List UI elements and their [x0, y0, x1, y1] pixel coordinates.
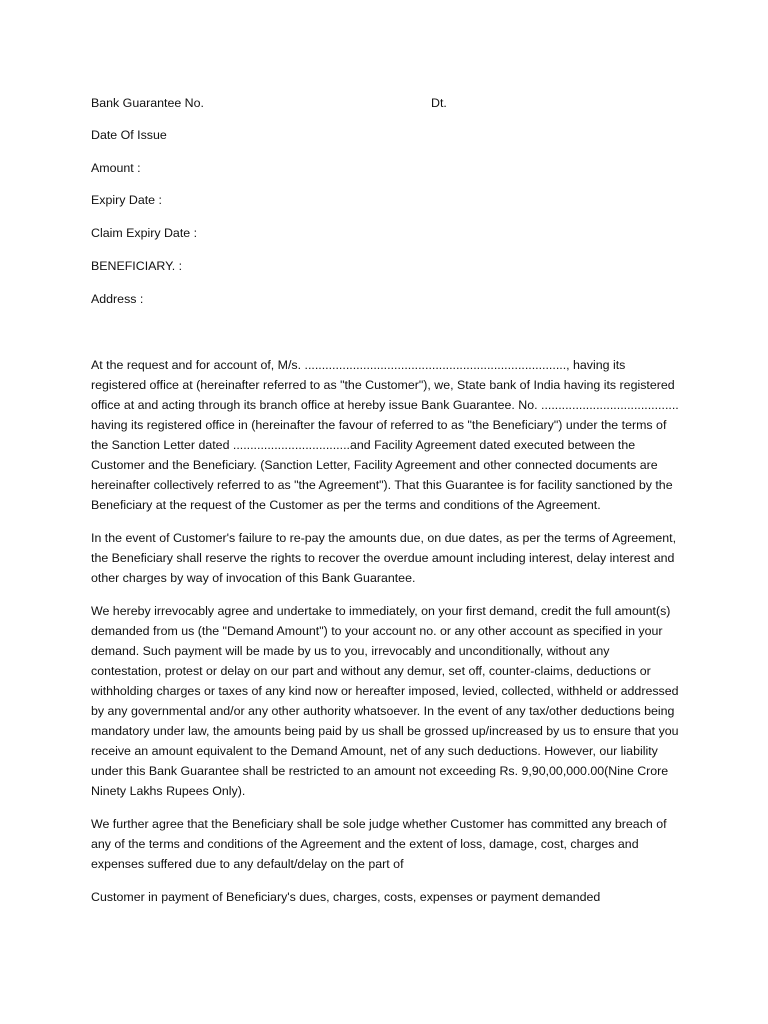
expiry-date-label: Expiry Date : [91, 193, 162, 207]
paragraph-request: At the request and for account of, M/s. ............................................................................, having its registered office at (hereinafter referred to as "the Customer"), we, State bank of India having its registered office at and acting through its branch office at hereby issue Bank Guarantee. No. ........................................ having its registered office in (hereinafter the favour of referred to as "the Beneficiary") under the terms of the Sanction Letter dated ..................................and Facility Agreement dated executed between the Customer and the Beneficiary. (Sanction Letter, Facility Agreement and other connected documents are hereinafter collectively referred to as "the Agreement"). That this Guarantee is for facility sanctioned by the Beneficiary at the request of the Customer as per the terms and conditions of the Agreement. [91, 358, 679, 512]
amount-label: Amount : [91, 161, 141, 175]
claim-expiry-date-label: Claim Expiry Date : [91, 226, 198, 240]
address-label: Address : [91, 292, 144, 306]
document-body [91, 355, 681, 920]
bank-guarantee-no-label: Bank Guarantee No. [91, 96, 204, 110]
beneficiary-label: BENEFICIARY. : [91, 259, 183, 273]
paragraph-customer-payment: Customer in payment of Beneficiary's dues, charges, costs, expenses or payment demanded [91, 890, 601, 904]
paragraph-failure-to-repay: In the event of Customer's failure to re-pay the amounts due, on due dates, as per the terms of Agreement, the Beneficiary shall reserve the rights to recover the overdue amount including interest, delay interest and other charges by way of invocation of this Bank Guarantee. [91, 531, 677, 585]
paragraph-sole-judge: We further agree that the Beneficiary shall be sole judge whether Customer has committed any breach of any of the terms and conditions of the Agreement and the extent of loss, damage, cost, charges and expenses suffered due to any default/delay on the part of [91, 817, 667, 871]
paragraph-undertaking: We hereby irrevocably agree and undertake to immediately, on your first demand, credit the full amount(s) demanded from us (the "Demand Amount") to your account no. or any other account as specified in your demand. Such payment will be made by us to you, irrevocably and unconditionally, without any contestation, protest or delay on our part and without any demur, set off, counter-claims, deductions or withholding charges or taxes of any kind now or hereafter imposed, levied, collected, withheld or addressed by any governmental and/or any other authority whatsoever. In the event of any tax/other deductions being mandatory under law, the amounts being paid by us shall be grossed up/increased by us to ensure that you receive an amount equivalent to the Demand Amount, net of any such deductions. However, our liability under this Bank Guarantee shall be restricted to an amount not exceeding Rs. 9,90,00,000.00(Nine Crore Ninety Lakhs Rupees Only). [91, 604, 679, 798]
date-of-issue-label: Date Of Issue [91, 128, 167, 142]
dt-label: Dt. [431, 96, 447, 110]
